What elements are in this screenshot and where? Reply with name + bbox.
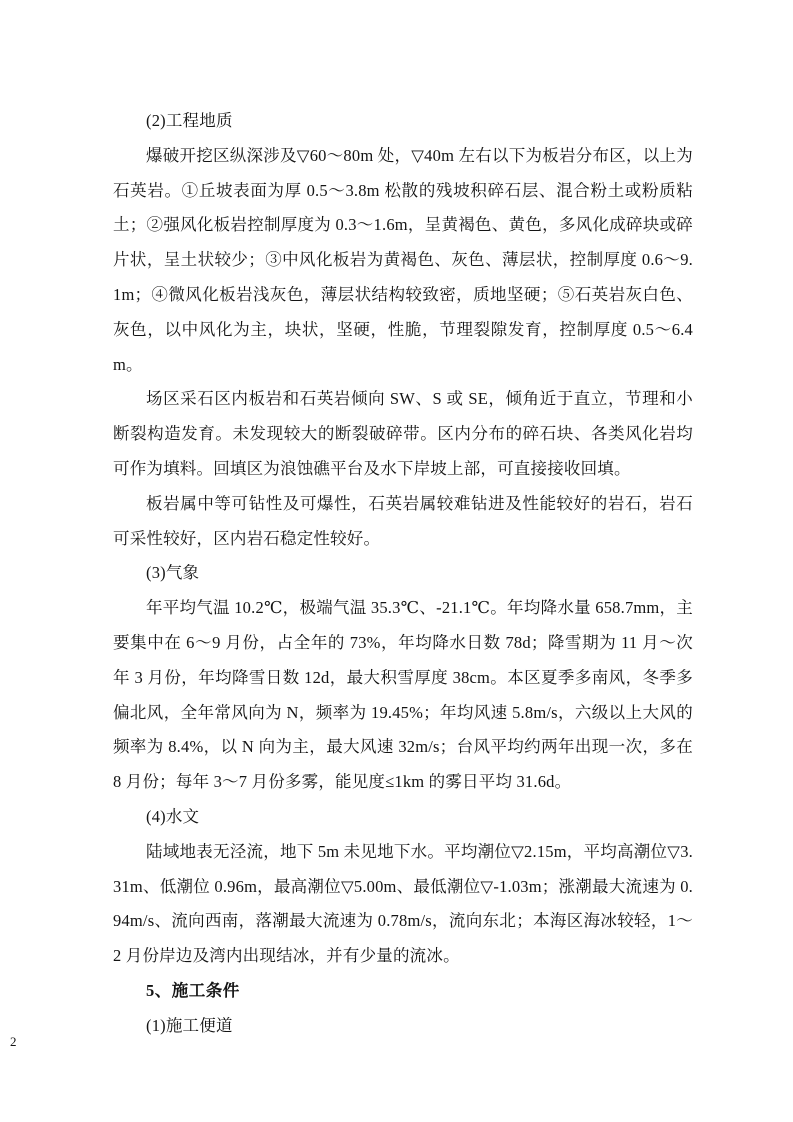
chapter-heading-construction-conditions: 5、施工条件: [146, 980, 240, 1000]
section-label-access-road: (1)施工便道: [146, 1015, 233, 1035]
paragraph-geology-strata: 爆破开挖区纵深涉及▽60～80m 处，▽40m 左右以下为板岩分布区，以上为石英岩。①丘坡表面为厚 0.5～3.8m 松散的残坡积碎石层、混合粉土或粉质粘土；②强风化板岩控制厚度为 0.3～1.6m，呈黄褐色、黄色，多风化成碎块或碎片状，呈土状较少；③中风化板岩为黄褐色、灰色、薄层状，控制厚度 0.6～9.1m；④微风化板岩浅灰色，薄层状结构较致密，质地坚硬；⑤石英岩灰白色、灰色，以中风化为主，块状，坚硬，性脆，节理裂隙发育，控制厚度 0.5～6.4m。: [113, 145, 693, 374]
section-label-meteorology: (3)气象: [146, 563, 200, 583]
paragraph-meteorology: 年平均气温 10.2℃，极端气温 35.3℃、-21.1℃。年均降水量 658.7mm，主要集中在 6～9 月份，占全年的 73%，年均降水日数 78d；降雪期为 11 月～次年 3 月份，年均降雪日数 12d，最大积雪厚度 38cm。本区夏季多南风，冬季多偏北风，全年常风向为 N，频率为 19.45%；年均风速 5.8m/s，六级以上大风的频率为 8.4%，以 N 向为主，最大风速 32m/s；台风平均约两年出现一次，多在 8 月份；每年 3～7 月份多雾，能见度≤1km 的雾日平均 31.6d。: [113, 598, 693, 792]
document-content: [113, 104, 693, 1044]
paragraph-geology-rock-quality: 板岩属中等可钻性及可爆性，石英岩属较难钻进及性能较好的岩石，岩石可采性较好，区内岩石稳定性较好。: [113, 493, 693, 548]
section-label-geology: (2)工程地质: [146, 111, 233, 130]
paragraph-hydrology: 陆域地表无泾流，地下 5m 未见地下水。平均潮位▽2.15m，平均高潮位▽3.31m、低潮位 0.96m，最高潮位▽5.00m、最低潮位▽-1.03m；涨潮最大流速为 0.94m/s、流向西南，落潮最大流速为 0.78m/s，流向东北；本海区海冰较轻，1～2 月份岸边及湾内出现结冰，并有少量的流冰。: [113, 841, 693, 966]
page-number: 2: [10, 1034, 17, 1049]
section-label-hydrology: (4)水文: [146, 806, 200, 826]
paragraph-geology-structure: 场区采石区内板岩和石英岩倾向 SW、S 或 SE，倾角近于直立，节理和小断裂构造发育。未发现较大的断裂破碎带。区内分布的碎石块、各类风化岩均可作为填料。回填区为浪蚀礁平台及水下岸坡上部，可直接接收回填。: [113, 389, 693, 478]
